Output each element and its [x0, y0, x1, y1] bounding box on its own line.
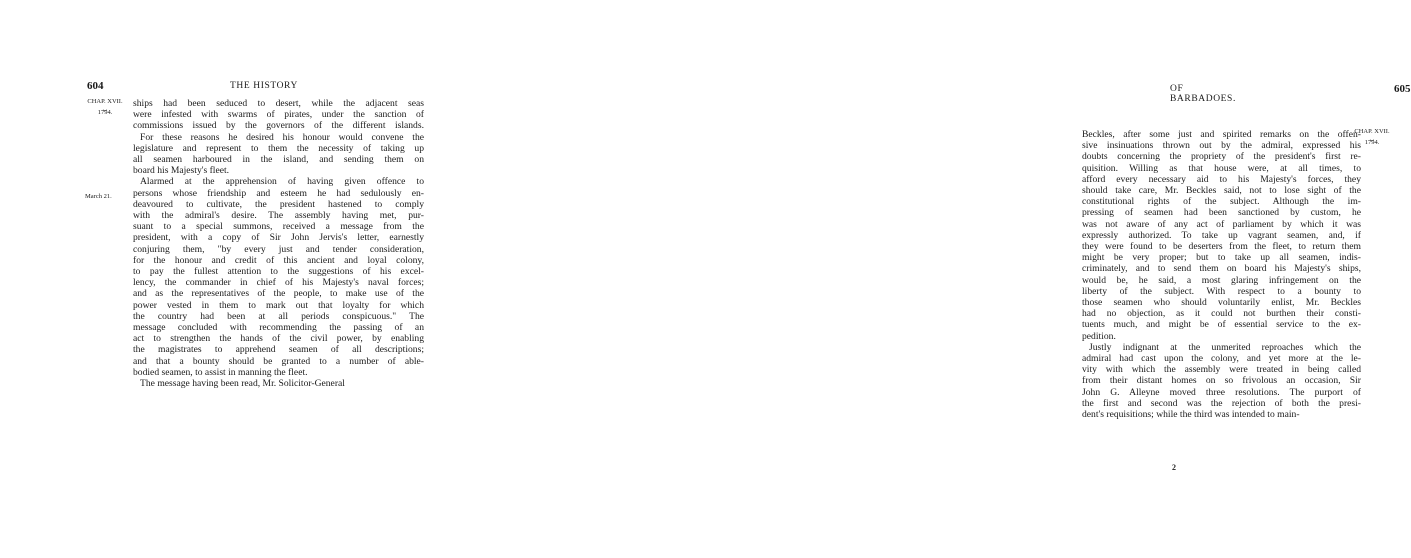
text-line: the first and second was the rejection of both the presi-	[1082, 397, 1361, 409]
text-line: quisition. Willing as that house were, at all times, to	[1082, 162, 1361, 174]
margin-chapter-note	[85, 98, 125, 116]
text-line: expressly authorized. To take up vagrant seamen, and, if	[1082, 229, 1361, 241]
text-line: tuents much, and might be of essential service to the ex-	[1082, 319, 1361, 331]
text-line: they were found to be deserters from the fleet, to return them	[1082, 241, 1361, 253]
margin-date: March 21.	[85, 193, 112, 200]
margin-year: 1794.	[1364, 139, 1380, 146]
text-line: liberty of the subject. With respect to a bounty to	[1082, 285, 1361, 297]
running-head: OF BARBADOES.	[1170, 84, 1236, 104]
margin-chapter: CHAP. XVII.	[1354, 128, 1390, 135]
text-line: and that a bounty should be granted to a number of able-	[133, 355, 424, 367]
text-line: constitutional rights of the subject. Although the im-	[1082, 196, 1361, 208]
text-line: Justly indignant at the unmerited reproaches which the	[1089, 341, 1361, 353]
text-line: suant to a special summons, received a message from the	[133, 221, 424, 233]
body-text	[133, 98, 424, 389]
text-line: Alarmed at the apprehension of having given offence to	[140, 176, 424, 188]
text-line: would be, he said, a most glaring infringement on the	[1082, 274, 1361, 286]
right-page	[490, 0, 1411, 558]
text-line: message concluded with recommending the passing of an	[133, 322, 424, 334]
text-line: for the honour and credit of this ancient and loyal colony,	[133, 254, 424, 266]
text-line: president, with a copy of Sir John Jervis's letter, earnestly	[133, 232, 424, 244]
text-line: criminately, and to send them on board his Majesty's ships,	[1082, 263, 1361, 275]
text-line: Beckles, after some just and spirited remarks on the offen-	[1082, 129, 1361, 140]
text-line: admiral had cast upon the colony, and yet more at the le-	[1082, 353, 1361, 365]
text-line: The message having been read, Mr. Solicitor-General	[140, 378, 345, 390]
text-line: dent's requisitions; while the third was intended to main-	[1082, 409, 1300, 421]
text-line: commissions issued by the governors of the different islands.	[133, 120, 424, 132]
text-line: board his Majesty's fleet.	[133, 165, 230, 177]
text-line: the country had been at all periods conspicuous." The	[133, 310, 424, 322]
text-line: should take care, Mr. Beckles said, not to lose sight of the	[1082, 185, 1361, 197]
running-head: THE HISTORY	[230, 81, 298, 91]
text-line: from their distant homes on so frivolous an occasion, Sir	[1082, 375, 1361, 387]
page-number: 604	[87, 80, 104, 92]
text-line: those seamen who should voluntarily enlist, Mr. Beckles	[1082, 297, 1361, 309]
margin-year: 1794.	[97, 109, 113, 116]
text-line: persons whose friendship and esteem he had sedulously en-	[133, 187, 424, 199]
text-line: vity with which the assembly were treated in being called	[1082, 364, 1361, 376]
page-number: 605	[1394, 83, 1411, 95]
text-line: conjuring them, "by every just and tender consideration,	[133, 243, 424, 255]
text-line: legislature and represent to them the necessity of taking up	[133, 142, 424, 154]
text-line: were infested with swarms of pirates, under the sanction of	[133, 109, 424, 121]
text-line: doubts concerning the propriety of the president's first re-	[1082, 151, 1361, 163]
text-line: ships had been seduced to desert, while the adjacent seas	[133, 98, 424, 109]
text-line: and as the representatives of the people, to make use of the	[133, 288, 424, 300]
text-line: power vested in them to mark out that loyalty for which	[133, 299, 424, 311]
text-line: with the admiral's desire. The assembly having met, pur-	[133, 210, 424, 222]
text-line: to pay the fullest attention to the suggestions of his excel-	[133, 266, 424, 278]
text-line: sive insinuations thrown out by the admiral, expressed his	[1082, 140, 1361, 152]
text-line: was not aware of any act of parliament by which it was	[1082, 218, 1361, 230]
text-line: For these reasons he desired his honour would convene the	[140, 131, 424, 143]
text-line: afford every necessary aid to his Majesty's forces, they	[1082, 173, 1361, 185]
brace-icon: ⏟	[102, 103, 108, 111]
text-line: bodied seamen, to assist in manning the fleet.	[133, 366, 308, 378]
left-page	[0, 0, 490, 558]
text-line: pedition.	[1082, 330, 1116, 342]
text-line: pressing of seamen had been sanctioned by custom, he	[1082, 207, 1361, 219]
brace-icon: ⏟	[1369, 133, 1375, 141]
text-line: might be very proper; but to take up all seamen, indis-	[1082, 252, 1361, 264]
body-text	[1082, 129, 1361, 420]
text-line: the magistrates to apprehend seamen of all descriptions;	[133, 344, 424, 356]
text-line: deavoured to cultivate, the president hastened to comply	[133, 198, 424, 210]
text-line: lency, the commander in chief of his Majesty's naval forces;	[133, 277, 424, 289]
text-line: act to strengthen the hands of the civil power, by enabling	[133, 333, 424, 345]
text-line: John G. Alleyne moved three resolutions. The purport of	[1082, 386, 1361, 398]
text-line: had no objection, as it could not burthen their consti-	[1082, 308, 1361, 320]
signature-mark: 2	[1172, 463, 1176, 472]
margin-chapter: CHAP. XVII.	[87, 98, 123, 105]
text-line: all seamen harboured in the island, and sending them on	[133, 154, 424, 166]
